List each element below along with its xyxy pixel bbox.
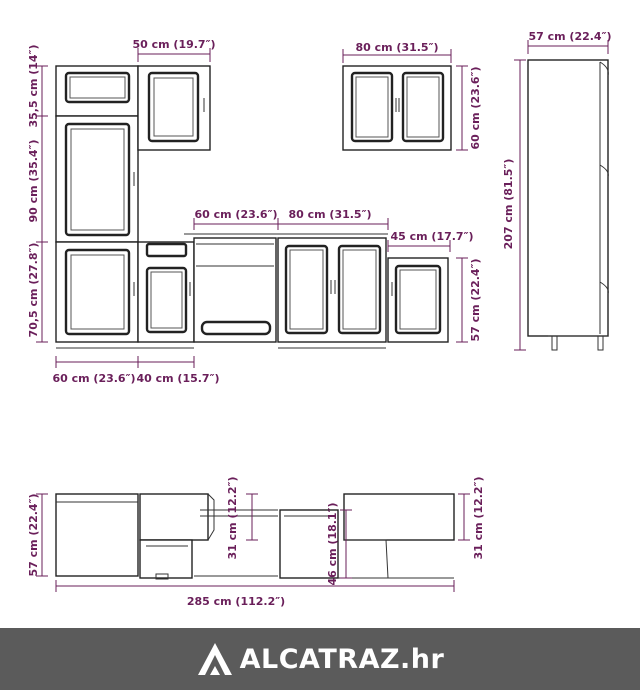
dim-plan-46: 46 cm (18.1″) xyxy=(326,502,339,586)
dim-side-207: 207 cm (81.5″) xyxy=(502,158,515,250)
dim-left-90: 90 cm (35.4″) xyxy=(27,139,40,223)
brand-logo[interactable] xyxy=(196,641,445,677)
dim-left-35-5: 35,5 cm (14″) xyxy=(27,44,40,128)
wall-cabinet-80-right-panel xyxy=(403,73,443,141)
brand-footer xyxy=(0,628,640,690)
dim-right-57: 57 cm (22.4″) xyxy=(469,258,482,342)
dim-left-70-5: 70,5 cm (27.8″) xyxy=(27,242,40,338)
plan-wall-cabinet-80 xyxy=(344,494,454,540)
dim-top-50: 50 cm (19.7″) xyxy=(132,38,216,51)
wall-cabinet-50-panel xyxy=(149,73,198,141)
plan-tall-cabinet xyxy=(56,494,138,576)
dim-mid-45: 45 cm (17.7″) xyxy=(390,230,474,243)
dim-bottom-40: 40 cm (15.7″) xyxy=(136,372,220,385)
base-cabinet-40-panel xyxy=(147,268,186,332)
base-cabinet-80-left-panel xyxy=(286,246,327,333)
plan-door-open xyxy=(208,494,214,540)
base-cabinet-45-panel xyxy=(396,266,440,333)
wall-cabinet-80-left-panel xyxy=(352,73,392,141)
dim-top-80: 80 cm (31.5″) xyxy=(355,41,439,54)
alcatraz-logo-icon xyxy=(196,641,234,677)
tall-cabinet-side-view xyxy=(528,60,608,336)
dim-side-57: 57 cm (22.4″) xyxy=(528,30,612,43)
foot xyxy=(552,336,557,350)
dim-mid-60: 60 cm (23.6″) xyxy=(194,208,278,221)
dim-plan-57: 57 cm (22.4″) xyxy=(27,493,40,577)
foot xyxy=(598,336,603,350)
dim-plan-285: 285 cm (112.2″) xyxy=(186,595,286,608)
drawer-front xyxy=(147,244,186,256)
dim-right-60-wall: 60 cm (23.6″) xyxy=(469,66,482,150)
dim-mid-80: 80 cm (31.5″) xyxy=(288,208,372,221)
base-cabinet-80-right-panel xyxy=(339,246,380,333)
tall-cabinet-bottom-panel xyxy=(66,250,129,334)
tall-cabinet-middle-panel xyxy=(66,124,129,235)
plan-wall-cabinet-50 xyxy=(140,494,208,540)
dim-plan-31-b: 31 cm (12.2″) xyxy=(472,476,485,560)
brand-name: ALCATRAZ.hr xyxy=(239,643,445,675)
dim-bottom-60: 60 cm (23.6″) xyxy=(52,372,136,385)
dim-plan-31-a: 31 cm (12.2″) xyxy=(226,476,239,560)
oven-drawer xyxy=(202,322,270,334)
